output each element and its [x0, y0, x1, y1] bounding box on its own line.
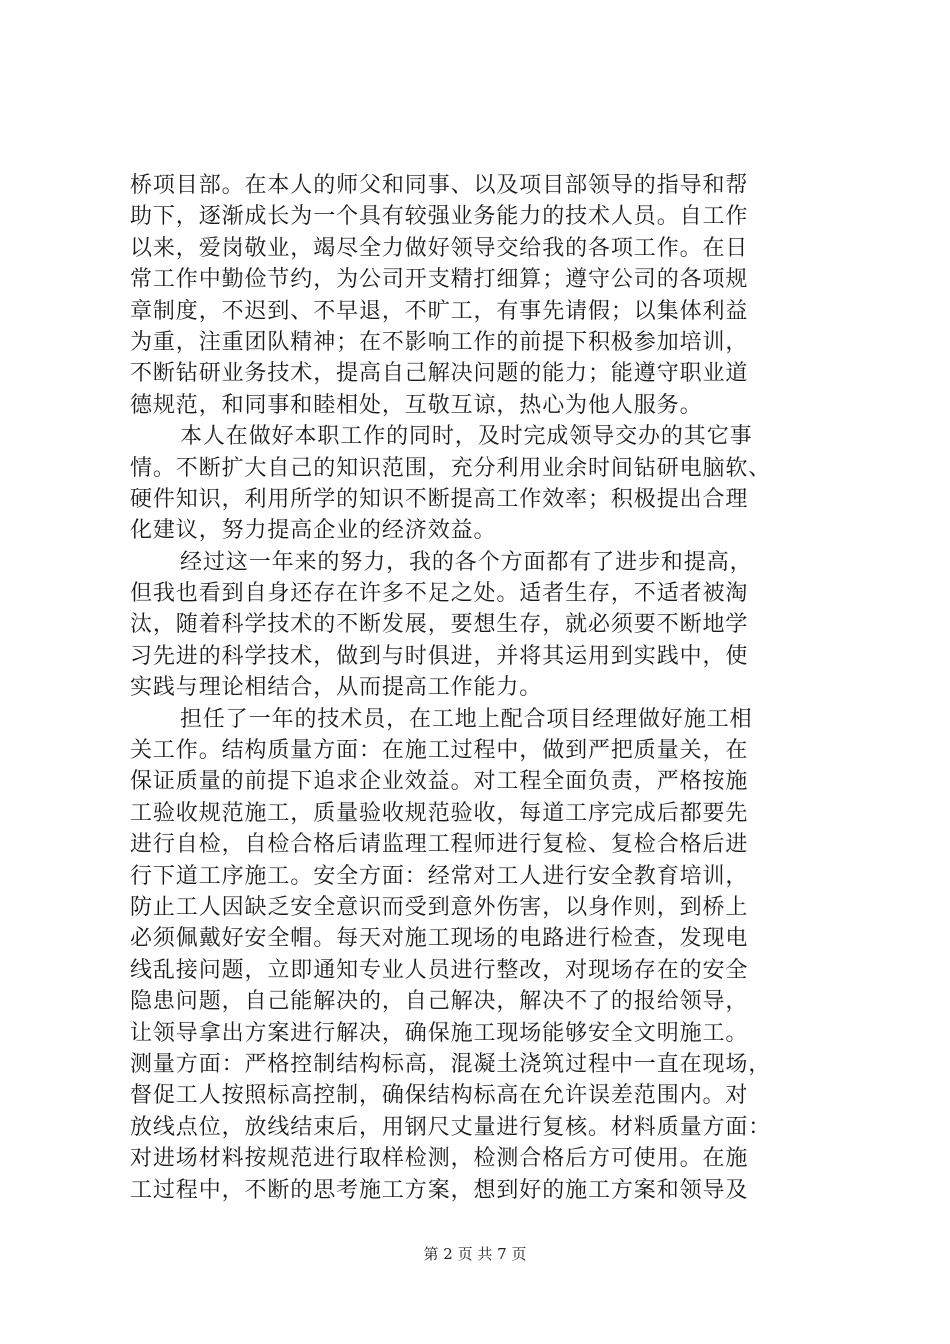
text-line: 工过程中，不断的思考施工方案，想到好的施工方案和领导及: [130, 1177, 749, 1203]
text-line: 实践与理论相结合，从而提高工作能力。: [130, 675, 543, 701]
text-line: 必须佩戴好安全帽。每天对施工现场的电路进行检查，发现电: [130, 926, 749, 952]
text-line: 督促工人按照标高控制，确保结构标高在允许误差范围内。对: [130, 1083, 749, 1109]
text-line: 保证质量的前提下追求企业效益。对工程全面负责，严格按施: [130, 769, 749, 795]
text-line: 测量方面：严格控制结构标高，混凝土浇筑过程中一直在现场，: [130, 1051, 772, 1077]
text-line: 为重，注重团队精神；在不影响工作的前提下积极参加培训，: [130, 329, 749, 355]
body-text: [130, 170, 830, 1206]
text-line: 本人在做好本职工作的同时，及时完成领导交办的其它事: [180, 424, 753, 450]
text-line: 防止工人因缺乏安全意识而受到意外伤害，以身作则，到桥上: [130, 894, 749, 920]
text-line: 以来，爱岗敬业，竭尽全力做好领导交给我的各项工作。在日: [130, 235, 749, 261]
text-line: 线乱接问题，立即通知专业人员进行整改，对现场存在的安全: [130, 957, 749, 983]
text-line: 硬件知识，利用所学的知识不断提高工作效率；积极提出合理: [130, 486, 749, 512]
text-line: 助下，逐渐成长为一个具有较强业务能力的技术人员。自工作: [130, 204, 749, 230]
text-line: 常工作中勤俭节约，为公司开支精打细算；遵守公司的各项规: [130, 267, 749, 293]
text-line: 隐患问题，自己能解决的，自己解决，解决不了的报给领导，: [130, 989, 749, 1015]
text-line: 担任了一年的技术员，在工地上配合项目经理做好施工相: [180, 706, 753, 732]
text-line: 德规范，和同事和睦相处，互敬互谅，热心为他人服务。: [130, 392, 703, 418]
text-line: 习先进的科学技术，做到与时俱进，并将其运用到实践中，使: [130, 643, 749, 669]
page-footer: 第 2 页 共 7 页: [423, 1245, 527, 1263]
text-line: 化建议，努力提高企业的经济效益。: [130, 518, 497, 544]
text-line: 行下道工序施工。安全方面：经常对工人进行安全教育培训，: [130, 863, 749, 889]
text-line: 进行自检，自检合格后请监理工程师进行复检、复检合格后进: [130, 832, 749, 858]
text-line: 情。不断扩大自己的知识范围，充分利用业余时间钻研电脑软、: [130, 455, 772, 481]
text-line: 但我也看到自身还存在许多不足之处。适者生存，不适者被淘: [130, 581, 749, 607]
text-line: 不断钻研业务技术，提高自己解决问题的能力；能遵守职业道: [130, 361, 749, 387]
text-line: 放线点位，放线结束后，用钢尺丈量进行复核。材料质量方面：: [130, 1114, 772, 1140]
text-line: 对进场材料按规范进行取样检测，检测合格后方可使用。在施: [130, 1146, 749, 1172]
text-line: 经过这一年来的努力，我的各个方面都有了进步和提高，: [180, 549, 753, 575]
text-line: 让领导拿出方案进行解决，确保施工现场能够安全文明施工。: [130, 1020, 749, 1046]
text-line: 章制度，不迟到、不早退，不旷工，有事先请假；以集体利益: [130, 298, 749, 324]
text-line: 汰，随着科学技术的不断发展，要想生存，就必须要不断地学: [130, 612, 749, 638]
text-line: 关工作。结构质量方面：在施工过程中，做到严把质量关，在: [130, 738, 749, 764]
text-line: 工验收规范施工，质量验收规范验收，每道工序完成后都要先: [130, 800, 749, 826]
text-line: 桥项目部。在本人的师父和同事、以及项目部领导的指导和帮: [130, 173, 749, 198]
